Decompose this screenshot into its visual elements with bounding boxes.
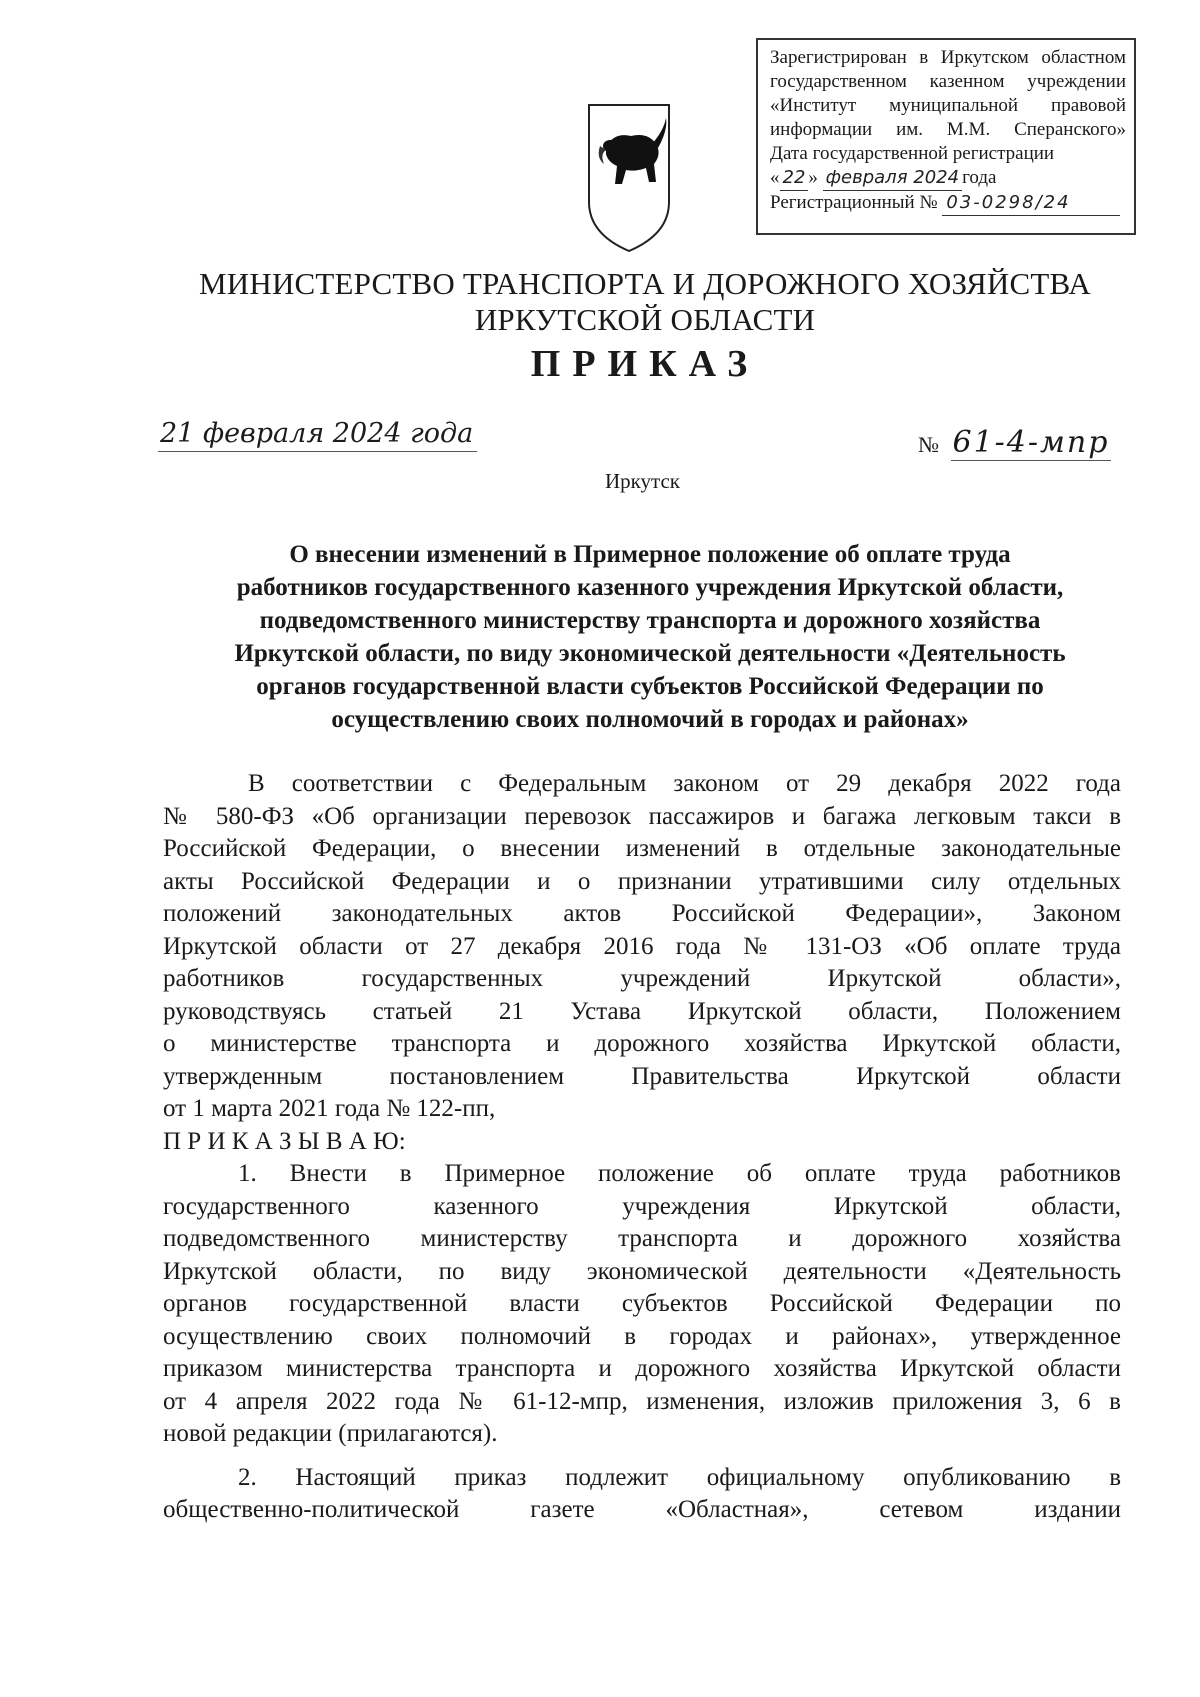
order-word: П Р И К А З Ы В А Ю: bbox=[163, 1127, 406, 1155]
text-line: общественно-политической газете «Областная», сетевом издании bbox=[163, 1496, 1121, 1523]
text-line: Иркутской области от 27 декабря 2016 года № 131-ОЗ «Об оплате труда bbox=[163, 932, 1121, 960]
stamp-line: информации им. М.М. Сперанского» bbox=[770, 119, 1126, 140]
stamp-reg-line bbox=[770, 191, 1126, 216]
text-line: новой редакции (прилагаются). bbox=[163, 1420, 498, 1447]
stamp-reg-number: 03-0298/24 bbox=[942, 191, 1120, 216]
title-line: осуществлению своих полномочий в городах и районах» bbox=[331, 706, 969, 733]
preamble-paragraph bbox=[163, 768, 1121, 1126]
irkutsk-coat-of-arms-icon bbox=[586, 102, 672, 254]
stamp-line: Дата государственной регистрации bbox=[770, 143, 1055, 164]
stamp-date-line bbox=[770, 166, 1126, 191]
text-line: В соответствии с Федеральным законом от 29 декабря 2022 года bbox=[248, 770, 1121, 797]
number-label: № bbox=[918, 432, 939, 457]
text-line: от 4 апреля 2022 года № 61-12-мпр, изменения, изложив приложения 3, 6 в bbox=[163, 1387, 1121, 1415]
stamp-date-suffix: года bbox=[962, 167, 997, 188]
text-line: 2. Настоящий приказ подлежит официальному опубликованию в bbox=[238, 1463, 1121, 1491]
item-1-paragraph bbox=[163, 1158, 1121, 1451]
city: Иркутск bbox=[604, 469, 681, 493]
text-line: положений законодательных актов Российской Федерации», Законом bbox=[163, 900, 1121, 927]
title-line: органов государственной власти субъектов Российской Федерации по bbox=[256, 673, 1044, 700]
text-line: государственного казенного учреждения Иркутской области, bbox=[163, 1192, 1121, 1220]
text-line: от 1 марта 2021 года № 122-пп, bbox=[163, 1095, 496, 1122]
title-line: подведомственного министерству транспорта и дорожного хозяйства bbox=[259, 607, 1041, 634]
text-line: 1. Внести в Примерное положение об оплате труда работников bbox=[238, 1160, 1121, 1187]
stamp-date-day: 22 bbox=[780, 166, 809, 191]
ministry-name bbox=[0, 266, 1200, 338]
stamp-reg-label: Регистрационный № bbox=[770, 192, 938, 213]
ministry-line: ИРКУТСКОЙ ОБЛАСТИ bbox=[474, 302, 816, 337]
title-line: Иркутской области, по виду экономической деятельности «Деятельность bbox=[234, 640, 1066, 667]
text-line: осуществлению своих полномочий в городах и районах», утвержденное bbox=[163, 1322, 1121, 1350]
handwritten-date: 21 февраля 2024 года bbox=[158, 418, 477, 452]
text-line: работников государственных учреждений Иркутской области», bbox=[163, 965, 1121, 992]
stamp-line: государственном казенном учреждении bbox=[770, 71, 1126, 92]
ministry-line: МИНИСТЕРСТВО ТРАНСПОРТА И ДОРОЖНОГО ХОЗЯЙСТВА bbox=[199, 266, 1091, 301]
registration-stamp bbox=[756, 38, 1136, 235]
title-line: работников государственного казенного учреждения Иркутской области, bbox=[236, 574, 1064, 601]
order-title bbox=[160, 538, 1140, 736]
text-line: акты Российской Федерации и о признании утратившими силу отдельных bbox=[163, 867, 1121, 895]
order-body bbox=[163, 768, 1121, 1527]
text-line: приказом министерства транспорта и дорожного хозяйства Иркутской области bbox=[163, 1355, 1121, 1382]
document-number bbox=[918, 425, 1111, 461]
stamp-date-close: » bbox=[808, 167, 818, 188]
handwritten-number: 61-4-мпр bbox=[952, 425, 1110, 460]
text-line: Российской Федерации, о внесении изменений в отдельные законодательные bbox=[163, 835, 1121, 862]
text-line: № 580-ФЗ «Об организации перевозок пассажиров и багажа легковым такси в bbox=[163, 802, 1121, 830]
text-line: органов государственной власти субъектов Российской Федерации по bbox=[163, 1290, 1121, 1317]
text-line: о министерстве транспорта и дорожного хозяйства Иркутской области, bbox=[163, 1030, 1121, 1057]
text-line: Иркутской области, по виду экономической деятельности «Деятельность bbox=[163, 1257, 1121, 1285]
text-line: подведомственного министерству транспорта и дорожного хозяйства bbox=[163, 1225, 1121, 1252]
item-2-paragraph bbox=[163, 1462, 1121, 1527]
stamp-line: Зарегистрирован в Иркутском областном bbox=[770, 47, 1126, 68]
stamp-date-open: « bbox=[770, 167, 780, 188]
text-line: руководствуясь статьей 21 Устава Иркутской области, Положением bbox=[163, 997, 1121, 1025]
stamp-line: «Институт муниципальной правовой bbox=[770, 95, 1126, 116]
document-type: ПРИКАЗ bbox=[530, 343, 760, 385]
text-line: утвержденным постановлением Правительства Иркутской области bbox=[163, 1062, 1121, 1090]
stamp-date-month-year: февраля 2024 bbox=[823, 166, 962, 191]
title-line: О внесении изменений в Примерное положение об оплате труда bbox=[289, 541, 1011, 568]
